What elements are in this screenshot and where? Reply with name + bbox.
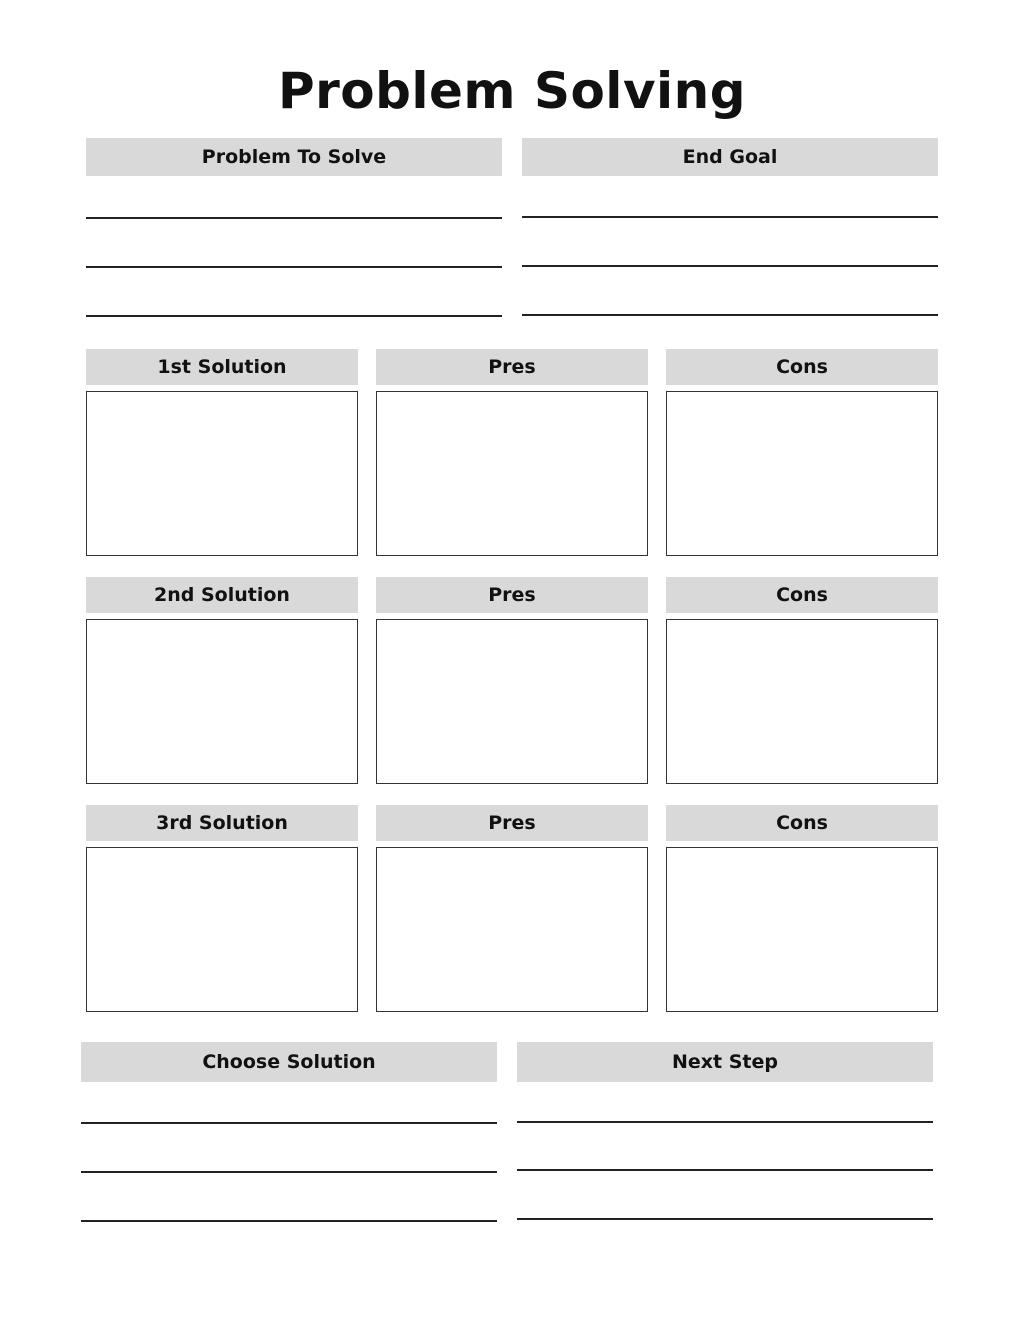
- solution-3-cons-box[interactable]: [666, 847, 938, 1012]
- solution-2-pros-box[interactable]: [376, 619, 648, 784]
- end-goal-line-1[interactable]: [522, 216, 938, 218]
- next-step-header: Next Step: [517, 1042, 933, 1082]
- choose-solution-line-2[interactable]: [81, 1171, 497, 1173]
- end-goal-line-3[interactable]: [522, 314, 938, 316]
- next-step-line-1[interactable]: [517, 1121, 933, 1123]
- solution-2-cons-box[interactable]: [666, 619, 938, 784]
- solution-3-cons-header: Cons: [666, 805, 938, 841]
- next-step-line-2[interactable]: [517, 1169, 933, 1171]
- solution-1-pros-box[interactable]: [376, 391, 648, 556]
- solution-1-cons-header: Cons: [666, 349, 938, 385]
- solution-3-box[interactable]: [86, 847, 358, 1012]
- problem-line-2[interactable]: [86, 266, 502, 268]
- end-goal-line-2[interactable]: [522, 265, 938, 267]
- solution-2-box[interactable]: [86, 619, 358, 784]
- problem-line-1[interactable]: [86, 217, 502, 219]
- solution-1-header: 1st Solution: [86, 349, 358, 385]
- solution-3-pros-box[interactable]: [376, 847, 648, 1012]
- solution-1-pros-header: Pres: [376, 349, 648, 385]
- solution-2-pros-header: Pres: [376, 577, 648, 613]
- page-title: Problem Solving: [277, 62, 747, 120]
- problem-to-solve-header: Problem To Solve: [86, 138, 502, 176]
- choose-solution-line-1[interactable]: [81, 1122, 497, 1124]
- solution-3-header: 3rd Solution: [86, 805, 358, 841]
- solution-1-cons-box[interactable]: [666, 391, 938, 556]
- end-goal-header: End Goal: [522, 138, 938, 176]
- choose-solution-line-3[interactable]: [81, 1220, 497, 1222]
- solution-3-pros-header: Pres: [376, 805, 648, 841]
- next-step-line-3[interactable]: [517, 1218, 933, 1220]
- solution-2-header: 2nd Solution: [86, 577, 358, 613]
- problem-line-3[interactable]: [86, 315, 502, 317]
- choose-solution-header: Choose Solution: [81, 1042, 497, 1082]
- solution-1-box[interactable]: [86, 391, 358, 556]
- solution-2-cons-header: Cons: [666, 577, 938, 613]
